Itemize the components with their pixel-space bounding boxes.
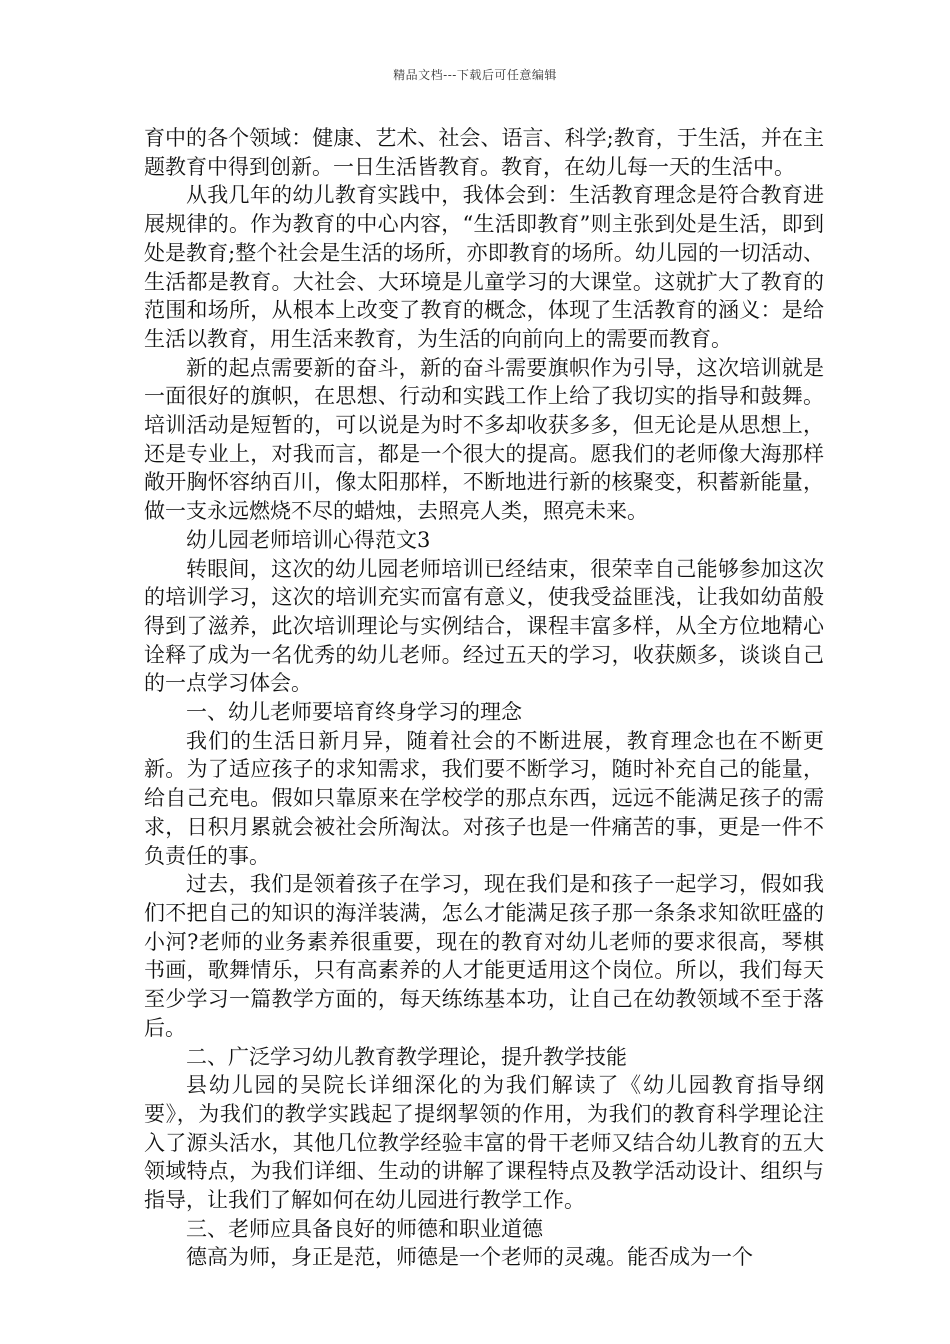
paragraph: 德高为师，身正是范，师德是一个老师的灵魂。能否成为一个	[186, 1245, 753, 1270]
paragraph: 过去，我们是领着孩子在学习，现在我们是和孩子一起学习，假如我们不把自己的知识的海洋装满，怎么才能满足孩子那一条条求知欲旺盛的小河?老师的业务素养很重要，现在的教育对幼儿老师的要求很高，琴棋书画，歌舞情乐，只有高素养的人才能更适用这个岗位。所以，我们每天至少学习一篇教学方面的，每天练练基本功，让自己在幼教领域不至于落后。	[144, 872, 824, 1040]
document-body	[144, 124, 824, 1272]
paragraph-continued: 育中的各个领域：健康、艺术、社会、语言、科学;教育，于生活，并在主题教育中得到创新。一日生活皆教育。教育，在幼儿每一天的生活中。	[144, 126, 824, 179]
section-heading: 二、广泛学习幼儿教育教学理论，提升教学技能	[186, 1044, 627, 1069]
section-heading: 三、老师应具备良好的师德和职业道德	[186, 1216, 543, 1241]
paragraph: 从我几年的幼儿教育实践中，我体会到：生活教育理念是符合教育进展规律的。作为教育的中心内容，“生活即教育”则主张到处是生活，即到处是教育;整个社会是生活的场所，亦即教育的场所。幼儿园的一切活动、生活都是教育。大社会、大环境是儿童学习的大课堂。这就扩大了教育的范围和场所，从根本上改变了教育的概念，体现了生活教育的涵义：是给生活以教育，用生活来教育，为生活的向前向上的需要而教育。	[144, 183, 824, 351]
paragraph: 转眼间，这次的幼儿园老师培训已经结束，很荣幸自己能够参加这次的培训学习，这次的培训充实而富有意义，使我受益匪浅，让我如幼苗般得到了滋养，此次培训理论与实例结合，课程丰富多样，从全方位地精心诠释了成为一名优秀的幼儿老师。经过五天的学习，收获颇多，谈谈自己的一点学习体会。	[144, 556, 824, 696]
paragraph: 新的起点需要新的奋斗，新的奋斗需要旗帜作为引导，这次培训就是一面很好的旗帜，在思想、行动和实践工作上给了我切实的指导和鼓舞。培训活动是短暂的，可以说是为时不多却收获多多，但无论是从思想上，还是专业上，对我而言，都是一个很大的提高。愿我们的老师像大海那样敞开胸怀容纳百川，像太阳那样，不断地进行新的核聚变，积蓄新能量，做一支永远燃烧不尽的蜡烛，去照亮人类，照亮未来。	[144, 355, 824, 524]
paragraph: 县幼儿园的吴院长详细深化的为我们解读了《幼儿园教育指导纲要》，为我们的教学实践起了提纲挈领的作用，为我们的教育科学理论注入了源头活水，其他几位教学经验丰富的骨干老师又结合幼儿教育的五大领域特点，为我们详细、生动的讲解了课程特点及教学活动设计、组织与指导，让我们了解如何在幼儿园进行教学工作。	[144, 1073, 824, 1213]
paragraph: 我们的生活日新月异，随着社会的不断进展，教育理念也在不断更新。为了适应孩子的求知需求，我们要不断学习，随时补充自己的能量，给自己充电。假如只靠原来在学校学的那点东西，远远不能满足孩子的需求，日积月累就会被社会所淘汰。对孩子也是一件痛苦的事，更是一件不负责任的事。	[144, 728, 824, 868]
section-heading: 一、幼儿老师要培育终身学习的理念	[186, 700, 522, 725]
section-title: 幼儿园老师培训心得范文3	[186, 527, 431, 552]
page-header: 精品文档---下载后可任意编辑	[393, 68, 557, 82]
